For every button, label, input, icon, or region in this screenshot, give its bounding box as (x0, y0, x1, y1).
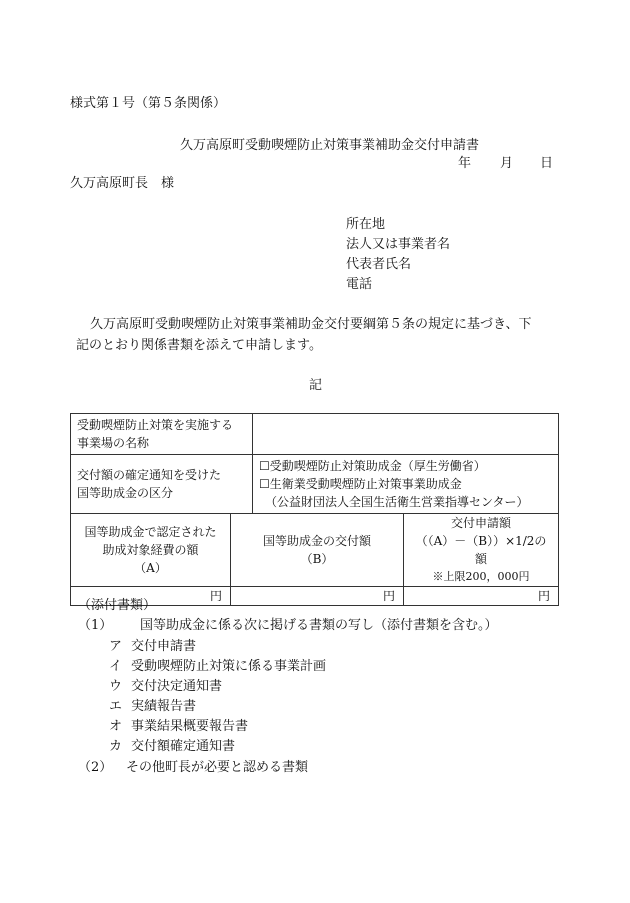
form-number: 様式第１号（第５条関係） (70, 96, 227, 111)
date-year: 年 (458, 156, 472, 171)
table-row (71, 414, 559, 455)
attachment-item-2-number: （2） (78, 760, 113, 775)
amount-a-field[interactable]: 円 (71, 587, 231, 606)
option-mhlw-subsidy[interactable]: ☐受動喫煙防止対策助成金（厚生労働省） (259, 459, 486, 473)
date-day: 日 (540, 156, 554, 171)
subsidy-category-options (253, 455, 559, 514)
list-item-mark: オ (109, 719, 123, 734)
applicant-representative-label: 代表者氏名 (346, 257, 412, 272)
applicant-phone-label: 電話 (346, 277, 373, 292)
attachment-item-2-text: その他町長が必要と認める書類 (126, 760, 309, 775)
body-line-2: 記のとおり関係書類を添えて申請します。 (76, 338, 322, 353)
amount-b-field[interactable]: 円 (231, 587, 404, 606)
subsidy-category-label: 交付額の確定通知を受けた 国等助成金の区分 (71, 455, 253, 514)
ki-heading: 記 (309, 378, 323, 393)
addressee: 久万高原町長 様 (70, 176, 175, 191)
list-item-mark: エ (109, 699, 123, 714)
applicant-address-label: 所在地 (346, 217, 386, 232)
list-item-mark: ウ (109, 679, 123, 694)
date-month: 月 (500, 156, 514, 171)
attachment-item-1-text: 国等助成金に係る次に掲げる書類の写し（添付書類を含む。） (140, 618, 498, 633)
list-item-mark: イ (109, 659, 123, 674)
list-item-mark: ア (109, 639, 123, 654)
table-row (71, 514, 559, 587)
list-item-mark: カ (109, 739, 123, 754)
facility-name-label: 受動喫煙防止対策を実施する 事業場の名称 (71, 414, 253, 455)
attachments-heading: （添付書類） (78, 598, 157, 613)
list-item: 受動喫煙防止対策に係る事業計画 (131, 659, 327, 674)
applicant-name-label: 法人又は事業者名 (346, 237, 451, 252)
facility-name-field[interactable] (253, 414, 559, 455)
application-table (70, 413, 559, 606)
table-row (71, 455, 559, 514)
header-eligible-expense: 国等助成金で認定された 助成対象経費の額 （A） (71, 514, 231, 587)
list-item: 交付決定通知書 (131, 679, 223, 694)
list-item: 交付額確定通知書 (131, 739, 236, 754)
list-item: 交付申請書 (131, 639, 197, 654)
body-line-1: 久万高原町受動喫煙防止対策事業補助金交付要綱第５条の規定に基づき、下 (90, 317, 532, 332)
option-seieigyo-subsidy[interactable]: ☐生衛業受動喫煙防止対策事業助成金 (259, 477, 462, 491)
amount-application-field[interactable]: 円 (404, 587, 559, 606)
list-item: 事業結果概要報告書 (131, 719, 249, 734)
list-item: 実績報告書 (131, 699, 197, 714)
option-seieigyo-organization: （公益財団法人全国生活衛生営業指導センター） (265, 495, 529, 509)
document-title: 久万高原町受動喫煙防止対策事業補助金交付申請書 (180, 138, 480, 153)
attachment-item-1-number: （1） (78, 618, 113, 633)
header-granted-amount: 国等助成金の交付額 （B） (231, 514, 404, 587)
header-application-amount: 交付申請額 （（A）－（B））×1/2の額 ※上限200，000円 (404, 514, 559, 587)
